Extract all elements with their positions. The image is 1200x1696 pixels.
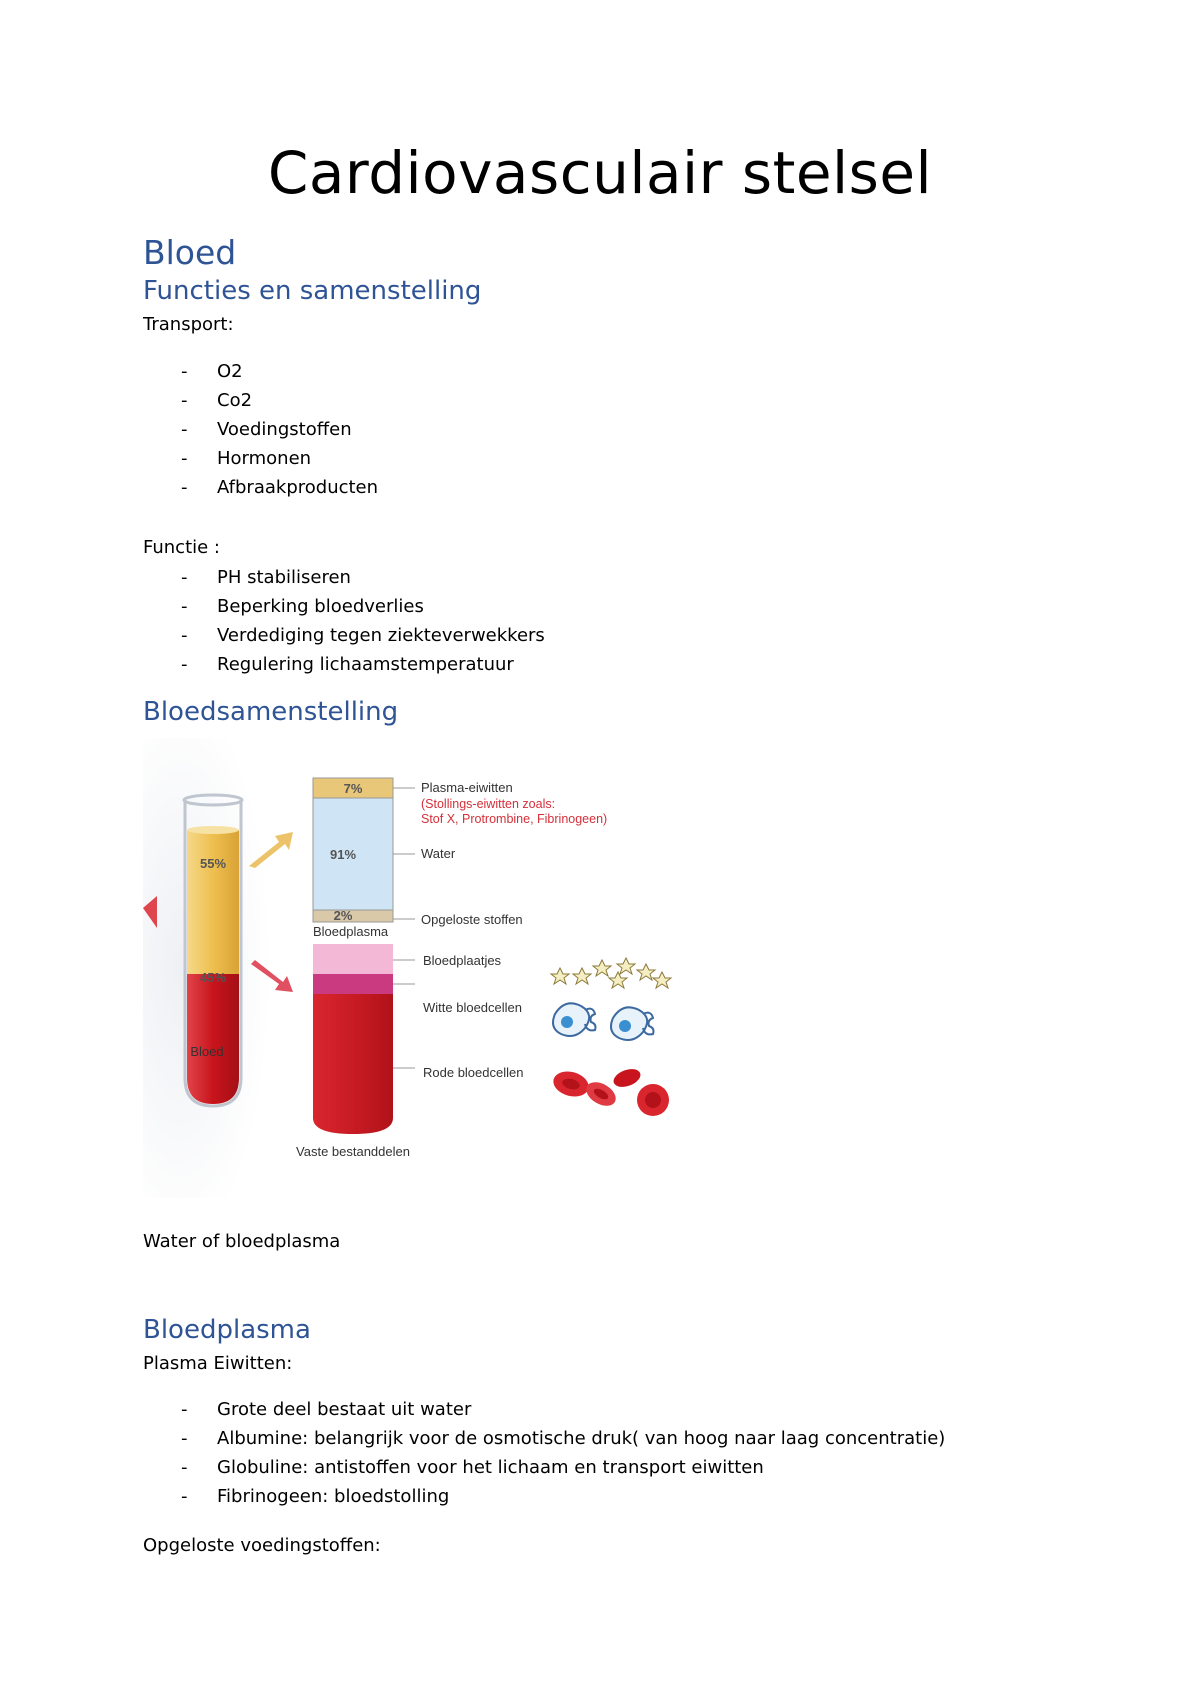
blood-composition-figure (143, 738, 675, 1198)
list-item (143, 653, 545, 682)
list-dash: - (181, 625, 188, 646)
list-item (143, 595, 545, 624)
tube-label: Bloed (190, 1044, 224, 1059)
list-item-text: Co2 (217, 390, 253, 411)
label-plasma-proteins: Plasma-eiwitten (421, 780, 513, 795)
list-dash: - (181, 1399, 188, 1420)
list-item-text: Verdediging tegen ziekteverwekkers (217, 625, 545, 646)
leader-lines (393, 788, 415, 1068)
list-dash: - (181, 1457, 188, 1478)
tube-cells-layer (187, 974, 239, 1104)
plasma-column (313, 778, 393, 939)
list-item-text: Regulering lichaamstemperatuur (217, 654, 514, 675)
tube-plasma-layer (187, 830, 239, 976)
heading-functies-en-samenstelling: Functies en samenstelling (143, 276, 482, 306)
platelets-layer (313, 944, 393, 974)
heading-bloedsamenstelling: Bloedsamenstelling (143, 697, 399, 727)
list-dash: - (181, 1428, 188, 1449)
list-item (143, 624, 545, 653)
transport-list (143, 360, 378, 505)
list-item-text: Globuline: antistoffen voor het lichaam en transport eiwitten (217, 1457, 764, 1478)
list-dash: - (181, 390, 188, 411)
functie-list (143, 566, 545, 682)
pct-water: 91% (329, 847, 357, 862)
list-item-text: PH stabiliseren (217, 567, 351, 588)
list-item-text: Afbraakproducten (217, 477, 379, 498)
label-plasma-proteins-note-1: (Stollings-eiwitten zoals: (421, 797, 556, 811)
list-item (143, 1485, 945, 1514)
red-cells-icon (551, 1066, 669, 1116)
list-dash: - (181, 596, 188, 617)
list-item-text: Voedingstoffen (217, 419, 352, 440)
solids-column (296, 944, 410, 1159)
pct-proteins: 7% (343, 781, 363, 796)
label-solutes: Opgeloste stoffen (421, 912, 523, 927)
list-item-text: Albumine: belangrijk voor de osmotische druk( van hoog naar laag concentratie) (217, 1428, 946, 1449)
test-tube (184, 795, 242, 1106)
list-dash: - (181, 477, 188, 498)
tube-plasma-surface (187, 826, 239, 834)
solids-label: Vaste bestanddelen (296, 1144, 410, 1159)
label-platelets: Bloedplaatjes (423, 953, 502, 968)
platelets-icon (551, 958, 671, 988)
list-item-text: Fibrinogeen: bloedstolling (217, 1486, 450, 1507)
list-dash: - (181, 448, 188, 469)
figure-caption: Water of bloedplasma (143, 1231, 341, 1252)
label-water: Water (421, 846, 456, 861)
list-item-text: Grote deel bestaat uit water (217, 1399, 472, 1420)
list-item (143, 476, 378, 505)
tube-plasma-pct: 55% (199, 856, 227, 871)
heading-bloed: Bloed (143, 233, 237, 272)
red-cells-layer (313, 994, 393, 1134)
functie-label: Functie : (143, 537, 221, 558)
list-item (143, 1427, 945, 1456)
label-white-cells: Witte bloedcellen (423, 1000, 522, 1015)
list-item (143, 1456, 945, 1485)
list-item (143, 418, 378, 447)
list-dash: - (181, 654, 188, 675)
page-title: Cardiovasculair stelsel (267, 139, 933, 207)
list-item-text: O2 (217, 361, 243, 382)
label-red-cells: Rode bloedcellen (423, 1065, 524, 1080)
plasma-proteins-list (143, 1398, 945, 1514)
label-plasma-proteins-note-2: Stof X, Protrombine, Fibrinogeen) (421, 812, 608, 826)
list-item (143, 389, 378, 418)
plasma-proteins-label: Plasma Eiwitten: (143, 1353, 293, 1374)
dissolved-nutrients-label: Opgeloste voedingstoffen: (143, 1535, 381, 1556)
plasma-solutes-layer (313, 910, 393, 922)
list-item-text: Hormonen (217, 448, 312, 469)
blood-composition-diagram (143, 738, 675, 1198)
transport-label: Transport: (143, 314, 234, 335)
tube-cells-pct: 45% (199, 970, 227, 985)
pct-solutes: 2% (333, 908, 353, 923)
list-dash: - (181, 419, 188, 440)
list-item (143, 360, 378, 389)
list-item (143, 447, 378, 476)
list-item (143, 566, 545, 595)
white-cells-layer (313, 974, 393, 994)
list-dash: - (181, 361, 188, 382)
white-cells-icon (553, 1003, 654, 1040)
list-item (143, 1398, 945, 1427)
list-item-text: Beperking bloedverlies (217, 596, 424, 617)
heading-bloedplasma: Bloedplasma (143, 1315, 311, 1345)
list-dash: - (181, 1486, 188, 1507)
plasma-label: Bloedplasma (313, 924, 389, 939)
list-dash: - (181, 567, 188, 588)
